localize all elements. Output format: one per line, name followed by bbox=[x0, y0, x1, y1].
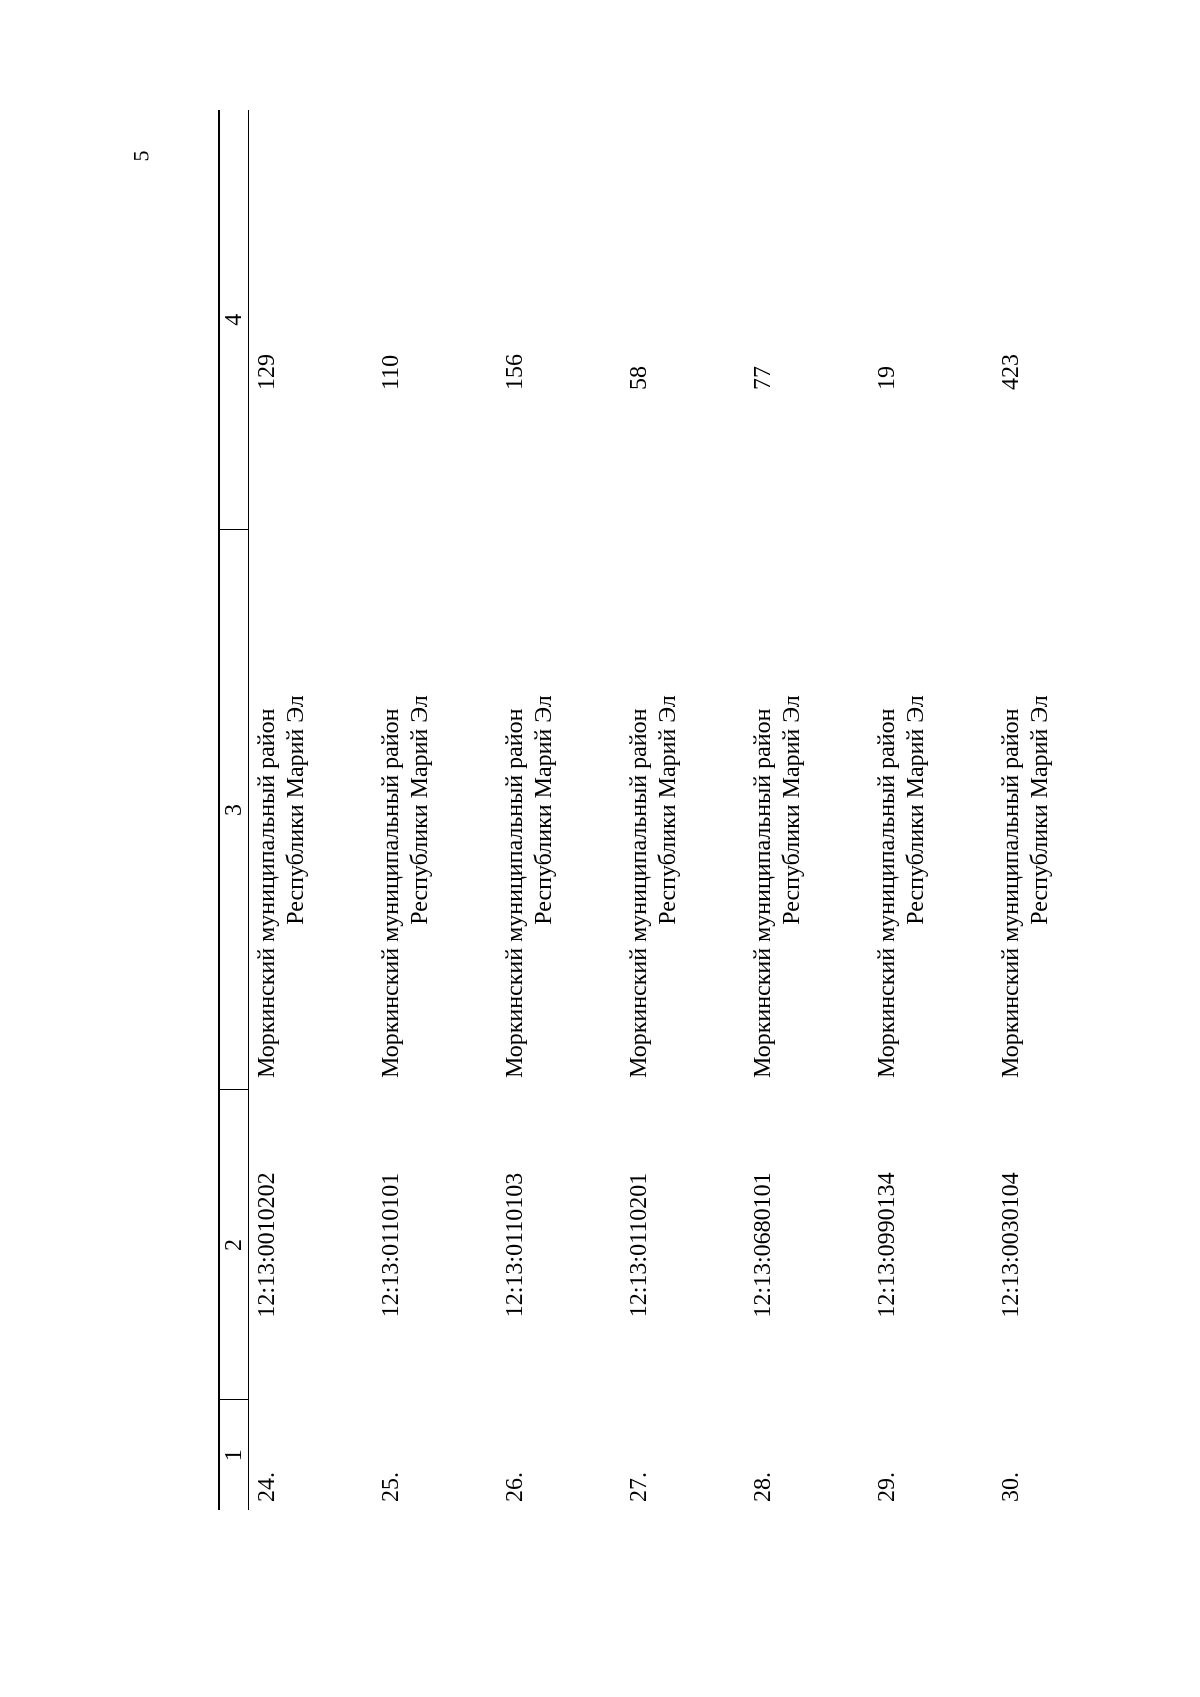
column-header-1: 1 bbox=[219, 1400, 249, 1510]
location-line-1: Моркинский муниципальный район bbox=[378, 708, 404, 1078]
cadastral-number: 12:13:0110101 bbox=[378, 1172, 404, 1318]
row-number: 26. bbox=[502, 1472, 528, 1502]
row-number: 27. bbox=[626, 1472, 652, 1502]
location-cell bbox=[249, 530, 374, 1090]
location-line-2: Республики Марий Эл bbox=[1027, 695, 1053, 925]
cadastral-number: 12:13:0990134 bbox=[874, 1172, 900, 1318]
value-cell: 58 bbox=[626, 366, 652, 390]
row-number: 24. bbox=[254, 1472, 280, 1502]
location-line-1: Моркинский муниципальный район bbox=[626, 708, 652, 1078]
value-cell: 19 bbox=[874, 366, 900, 390]
location-cell bbox=[621, 530, 745, 1090]
row-number: 25. bbox=[378, 1472, 404, 1502]
cadastral-number: 12:13:0680101 bbox=[750, 1172, 776, 1318]
location-line-2: Республики Марий Эл bbox=[407, 695, 433, 925]
table-row bbox=[621, 110, 745, 1510]
location-cell bbox=[497, 530, 621, 1090]
row-number: 30. bbox=[998, 1472, 1024, 1502]
column-header-2: 2 bbox=[219, 1090, 249, 1400]
table-header bbox=[219, 110, 249, 1510]
value-cell: 129 bbox=[254, 354, 280, 390]
data-table bbox=[218, 110, 1117, 1510]
cadastral-number: 12:13:0030104 bbox=[998, 1172, 1024, 1318]
location-line-1: Моркинский муниципальный район bbox=[502, 708, 528, 1078]
cadastral-number: 12:13:0110103 bbox=[502, 1172, 528, 1318]
location-cell bbox=[745, 530, 869, 1090]
location-line-2: Республики Марий Эл bbox=[283, 695, 309, 925]
table-row bbox=[373, 110, 497, 1510]
table-row bbox=[869, 110, 993, 1510]
cadastral-number: 12:13:0110201 bbox=[626, 1172, 652, 1318]
table-row bbox=[497, 110, 621, 1510]
location-cell bbox=[869, 530, 993, 1090]
location-line-1: Моркинский муниципальный район bbox=[254, 708, 280, 1078]
column-header-4: 4 bbox=[219, 110, 249, 530]
location-line-1: Моркинский муниципальный район bbox=[874, 708, 900, 1078]
value-cell: 156 bbox=[502, 354, 528, 390]
page-number: 5 bbox=[128, 150, 154, 162]
location-cell bbox=[993, 530, 1117, 1090]
column-header-3: 3 bbox=[219, 530, 249, 1090]
value-cell: 110 bbox=[378, 354, 404, 390]
location-line-2: Республики Марий Эл bbox=[779, 695, 805, 925]
cadastral-number: 12:13:0010202 bbox=[254, 1172, 280, 1318]
table-row bbox=[745, 110, 869, 1510]
location-line-2: Республики Марий Эл bbox=[655, 695, 681, 925]
location-cell bbox=[373, 530, 497, 1090]
location-line-2: Республики Марий Эл bbox=[531, 695, 557, 925]
table-row bbox=[993, 110, 1117, 1510]
location-line-1: Моркинский муниципальный район bbox=[998, 708, 1024, 1078]
value-cell: 423 bbox=[998, 354, 1024, 390]
table-body bbox=[249, 110, 1118, 1510]
table-row bbox=[249, 110, 374, 1510]
header-row bbox=[219, 110, 249, 1510]
rotated-table-container bbox=[218, 110, 1053, 1510]
row-number: 28. bbox=[750, 1472, 776, 1502]
location-line-1: Моркинский муниципальный район bbox=[750, 708, 776, 1078]
row-number: 29. bbox=[874, 1472, 900, 1502]
location-line-2: Республики Марий Эл bbox=[903, 695, 929, 925]
value-cell: 77 bbox=[750, 366, 776, 390]
